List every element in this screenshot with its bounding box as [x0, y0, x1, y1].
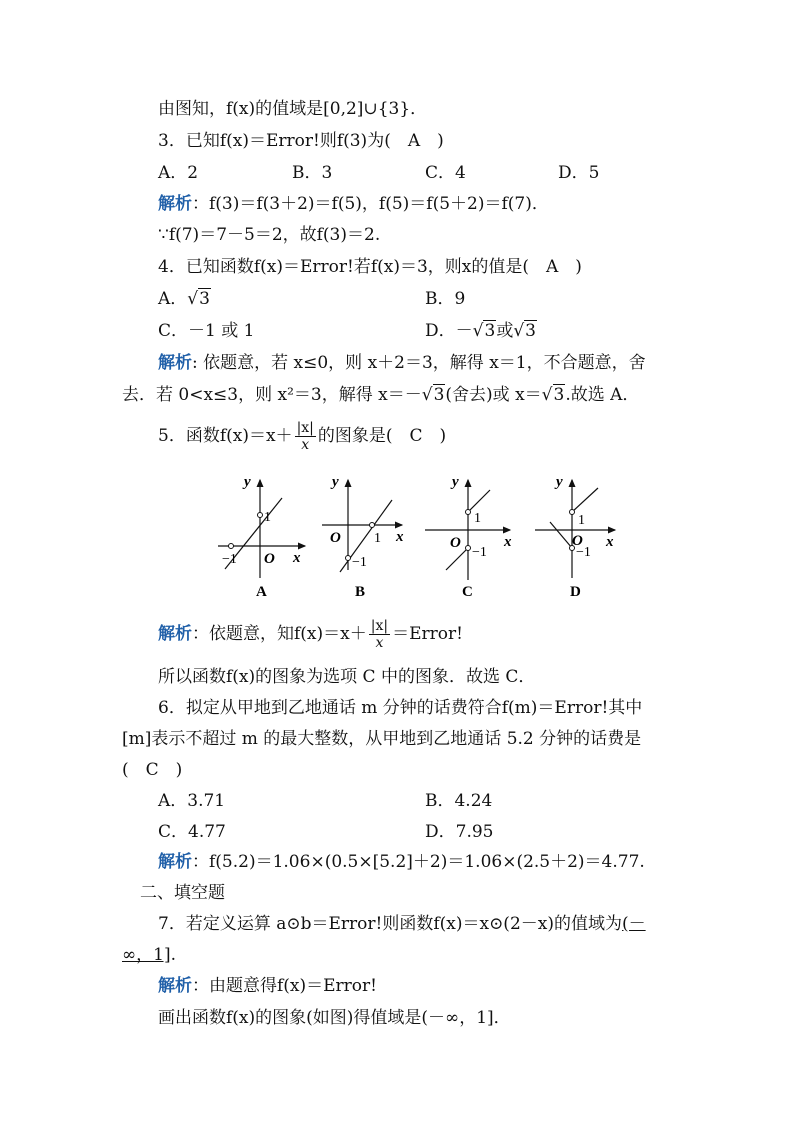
- graph-c: [425, 474, 512, 600]
- graph-caption: A: [256, 584, 267, 600]
- x-label: x: [504, 534, 512, 550]
- tick-neg-one: −1: [472, 545, 487, 560]
- explanation-label: 解析: [158, 194, 192, 214]
- tick-neg-one: −1: [576, 545, 591, 560]
- q5-explanation-pre: ：依题意，知f(x)＝x＋: [192, 624, 367, 644]
- q4-option-a-label: A．: [158, 289, 188, 309]
- q7-explanation-2: 画出函数f(x)的图象(如图)得值域是(－∞，1]．: [158, 1008, 511, 1028]
- q4-explanation-2c: .故选 A．: [565, 385, 640, 405]
- explanation-label: 解析: [158, 976, 192, 996]
- q6-option-d: D．7.95: [425, 822, 494, 842]
- open-point: [370, 523, 375, 528]
- explanation-label: 解析: [158, 624, 192, 644]
- q4-option-d-or: 或: [496, 321, 514, 341]
- q5-explanation: [158, 616, 463, 652]
- q4-option-a: [158, 288, 211, 310]
- q4-option-d-label: D．－: [425, 321, 473, 341]
- sqrt-sign: √3: [513, 321, 536, 341]
- tick-one: 1: [578, 513, 585, 528]
- graph-line-left: [446, 548, 468, 570]
- q7-explanation: [158, 975, 377, 997]
- graph-line-right: [468, 490, 490, 512]
- q4-explanation-2b: (舍去)或 x＝: [445, 385, 542, 405]
- q5-explanation-post: ＝Error!: [392, 624, 463, 644]
- question-7-text: 7．若定义运算 a⊙b＝Error!则函数f(x)＝x⊙(2－x)的值域为: [158, 914, 622, 934]
- radicand: 3: [525, 321, 536, 341]
- open-point: [258, 513, 263, 518]
- q3-option-d: D．5: [558, 163, 600, 183]
- question-6-line2: [m]表示不超过 m 的最大整数，从甲地到乙地通话 5.2 分钟的话费是: [122, 729, 642, 749]
- q3-option-b: B．3: [292, 163, 333, 183]
- y-label: y: [244, 474, 251, 490]
- graph-caption: D: [570, 584, 581, 600]
- q3-explanation-2: ∵f(7)＝7－5＝2，故f(3)＝2.: [158, 225, 381, 245]
- origin-label: O: [330, 530, 341, 546]
- x-label: x: [396, 529, 404, 545]
- q7-answer-part2: ∞，1]: [122, 945, 171, 965]
- open-point: [229, 544, 234, 549]
- q4-explanation-text: : 依题意，若 x≤0，则 x＋2＝3，解得 x＝1，不合题意，舍: [192, 353, 646, 373]
- q6-option-a: A．3.71: [158, 791, 226, 811]
- q5-explanation-2: 所以函数f(x)的图象为选项 C 中的图象．故选 C．: [158, 667, 536, 687]
- q7-explanation-text: ：由题意得f(x)＝Error!: [192, 976, 377, 996]
- q4-option-d: [425, 320, 537, 342]
- sqrt-sign: √3: [421, 385, 445, 405]
- question-7-line2: [122, 944, 176, 966]
- q7-answer-part1: (－: [621, 914, 646, 934]
- tick-neg-one: −1: [222, 552, 237, 567]
- radicand: 3: [433, 385, 445, 405]
- q4-explanation-2: [122, 384, 639, 406]
- open-point: [466, 510, 471, 515]
- x-label: x: [606, 534, 614, 550]
- q4-explanation-2a: 去．若 0<x≤3，则 x²＝3，解得 x＝－: [122, 385, 422, 405]
- graph-b: [322, 474, 404, 600]
- sqrt-sign: √3: [541, 385, 565, 405]
- explanation-label: 解析: [158, 353, 192, 373]
- origin-label: O: [264, 551, 275, 567]
- q6-option-b: B．4.24: [425, 791, 493, 811]
- origin-label: O: [450, 535, 461, 551]
- radicand: 3: [484, 321, 496, 341]
- graph-caption: B: [355, 584, 366, 600]
- fraction-denominator: x: [375, 635, 384, 651]
- q3-explanation-text: ：f(3)＝f(3＋2)＝f(5)，f(5)＝f(5＋2)＝f(7)．: [192, 194, 549, 214]
- y-label: y: [556, 474, 563, 490]
- q7-line2-post: .: [170, 945, 177, 965]
- question-4: 4．已知函数f(x)＝Error!若f(x)＝3，则x的值是( A ): [158, 257, 582, 277]
- q6-option-c: C．4.77: [158, 822, 226, 842]
- fraction-numerator: |x|: [370, 618, 389, 634]
- q6-explanation: [158, 851, 645, 873]
- y-label: y: [332, 474, 339, 490]
- radicand: 3: [553, 385, 565, 405]
- x-label: x: [293, 550, 301, 566]
- fraction-numerator: |x|: [296, 420, 314, 436]
- q6-explanation-text: ：f(5.2)＝1.06×(0.5×[5.2]＋2)＝1.06×(2.5＋2)＝4.77.: [192, 852, 645, 872]
- fraction-denominator: x: [301, 437, 310, 453]
- radicand: 3: [199, 289, 210, 309]
- sqrt-sign: √3: [472, 321, 496, 341]
- section-fill-in-blank: 二、填空题: [140, 883, 225, 903]
- question-7-line1: [158, 913, 646, 935]
- open-point: [346, 556, 351, 561]
- question-6-line1: 6．拟定从甲地到乙地通话 m 分钟的话费符合f(m)＝Error!其中: [158, 698, 643, 718]
- graph-d: [535, 474, 615, 600]
- graph-a: [218, 474, 305, 600]
- origin-label: O: [572, 533, 583, 549]
- tick-one: 1: [474, 511, 481, 526]
- question-5: [158, 418, 446, 454]
- graph-line-left: [550, 522, 572, 548]
- question-6-line3: ( C ): [122, 760, 183, 780]
- q4-option-c: C．－1 或 1: [158, 321, 255, 341]
- q3-option-c: C．4: [425, 163, 466, 183]
- question-3: 3．已知f(x)＝Error!则f(3)为( A ): [158, 131, 444, 151]
- question-5-post: 的图象是( C ): [317, 426, 447, 446]
- open-point: [466, 546, 471, 551]
- y-label: y: [452, 474, 459, 490]
- tick-one: 1: [374, 531, 381, 546]
- explanation-label: 解析: [158, 852, 192, 872]
- tick-one: 1: [264, 510, 271, 525]
- sqrt-sign: √3: [187, 289, 210, 309]
- graph-caption: C: [462, 584, 473, 600]
- q3-explanation: [158, 193, 549, 215]
- fraction: [369, 618, 390, 651]
- graph-line-right: [572, 488, 598, 512]
- fraction: [295, 420, 316, 453]
- line-range-result: 由图知，f(x)的值域是[0,2]∪{3}．: [158, 99, 428, 119]
- open-point: [570, 510, 575, 515]
- graphs-figure: [210, 470, 630, 605]
- q4-explanation: [158, 352, 646, 374]
- question-5-pre: 5．函数f(x)＝x＋: [158, 426, 293, 446]
- tick-neg-one: −1: [352, 555, 367, 570]
- q4-option-b: B．9: [425, 289, 466, 309]
- q3-option-a: A．2: [158, 163, 199, 183]
